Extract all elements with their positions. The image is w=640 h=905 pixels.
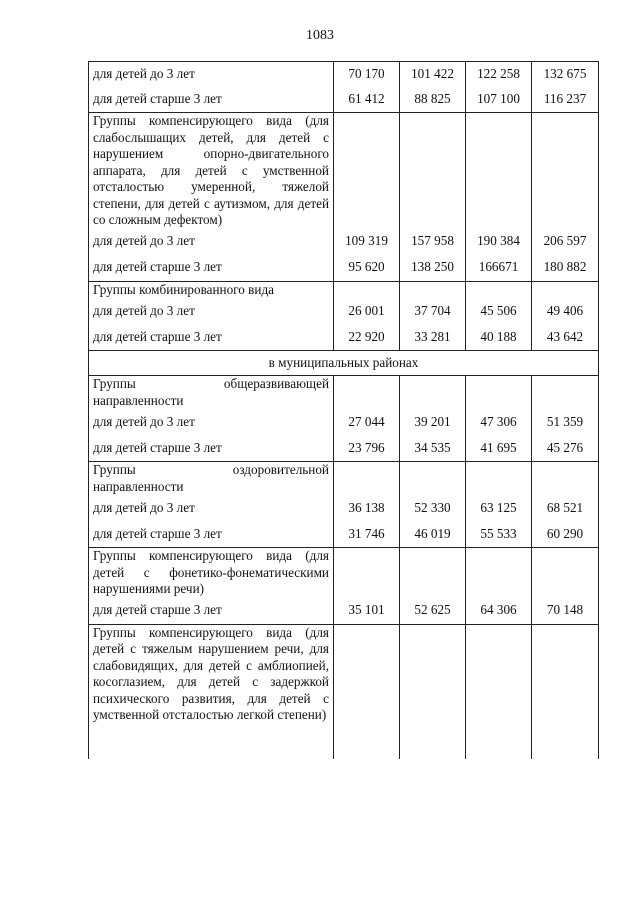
value-cell: [466, 548, 532, 598]
value-cell: 95 620: [334, 255, 400, 282]
value-cell: 27 044: [334, 409, 400, 435]
value-cell: [400, 548, 466, 598]
table-row: [89, 495, 599, 521]
row-label: для детей старше 3 лет: [89, 324, 334, 351]
table-row: [89, 521, 599, 548]
table-row: [89, 435, 599, 462]
value-cell: 70 170: [334, 62, 400, 87]
value-cell: 166671: [466, 255, 532, 282]
value-cell: [532, 281, 599, 298]
section-title: в муниципальных районах: [89, 351, 599, 376]
table-row: [89, 598, 599, 625]
group-heading-row: [89, 624, 599, 759]
group-heading: Группы компенсирующего вида (для детей с фонетико-фонематическими нарушениями речи): [89, 548, 334, 598]
group-heading: Группы оздоровительной направленности: [89, 462, 334, 496]
row-label: для детей до 3 лет: [89, 62, 334, 87]
value-cell: 45 276: [532, 435, 599, 462]
value-cell: 52 330: [400, 495, 466, 521]
value-cell: 70 148: [532, 598, 599, 625]
value-cell: [532, 624, 599, 759]
value-cell: 122 258: [466, 62, 532, 87]
value-cell: 109 319: [334, 229, 400, 255]
value-cell: 132 675: [532, 62, 599, 87]
value-cell: [334, 113, 400, 229]
value-cell: 40 188: [466, 324, 532, 351]
value-cell: 36 138: [334, 495, 400, 521]
value-cell: [334, 462, 400, 496]
group-heading: Группы компенсирующего вида (для детей с тяжелым нарушением речи, для слабовидящих, для детей с амблиопией, косоглазием, для детей с задержкой психического развития, для детей с умственной отсталостью легкой степени): [89, 624, 334, 759]
funding-table: [88, 61, 599, 759]
value-cell: [334, 281, 400, 298]
group-heading: Группы комбинированного вида: [89, 281, 334, 298]
value-cell: [400, 113, 466, 229]
value-cell: 34 535: [400, 435, 466, 462]
value-cell: 101 422: [400, 62, 466, 87]
table-row: [89, 86, 599, 113]
value-cell: [400, 624, 466, 759]
value-cell: [466, 376, 532, 410]
row-label: для детей до 3 лет: [89, 409, 334, 435]
value-cell: 63 125: [466, 495, 532, 521]
row-label: для детей до 3 лет: [89, 495, 334, 521]
value-cell: [532, 462, 599, 496]
table-row: [89, 298, 599, 324]
table-row: [89, 324, 599, 351]
value-cell: 190 384: [466, 229, 532, 255]
value-cell: 60 290: [532, 521, 599, 548]
value-cell: [466, 113, 532, 229]
section-row: [89, 351, 599, 376]
value-cell: [334, 624, 400, 759]
value-cell: 55 533: [466, 521, 532, 548]
row-label: для детей до 3 лет: [89, 229, 334, 255]
value-cell: [532, 548, 599, 598]
value-cell: 31 746: [334, 521, 400, 548]
value-cell: [400, 462, 466, 496]
value-cell: 138 250: [400, 255, 466, 282]
value-cell: [400, 376, 466, 410]
value-cell: 180 882: [532, 255, 599, 282]
group-heading-row: [89, 548, 599, 598]
value-cell: [466, 281, 532, 298]
value-cell: [466, 624, 532, 759]
value-cell: 35 101: [334, 598, 400, 625]
table-body: [89, 62, 599, 759]
row-label: для детей старше 3 лет: [89, 598, 334, 625]
value-cell: 61 412: [334, 86, 400, 113]
value-cell: [400, 281, 466, 298]
value-cell: [466, 462, 532, 496]
value-cell: 46 019: [400, 521, 466, 548]
value-cell: 43 642: [532, 324, 599, 351]
value-cell: 45 506: [466, 298, 532, 324]
value-cell: 68 521: [532, 495, 599, 521]
value-cell: 88 825: [400, 86, 466, 113]
value-cell: 33 281: [400, 324, 466, 351]
table-row: [89, 62, 599, 87]
value-cell: 107 100: [466, 86, 532, 113]
value-cell: 64 306: [466, 598, 532, 625]
page-number: 1083: [306, 28, 334, 43]
table-row: [89, 255, 599, 282]
group-heading-row: [89, 281, 599, 298]
value-cell: 116 237: [532, 86, 599, 113]
row-label: для детей старше 3 лет: [89, 86, 334, 113]
value-cell: [532, 376, 599, 410]
row-label: для детей до 3 лет: [89, 298, 334, 324]
value-cell: 206 597: [532, 229, 599, 255]
value-cell: 23 796: [334, 435, 400, 462]
value-cell: 49 406: [532, 298, 599, 324]
row-label: для детей старше 3 лет: [89, 435, 334, 462]
table-row: [89, 409, 599, 435]
row-label: для детей старше 3 лет: [89, 255, 334, 282]
value-cell: 22 920: [334, 324, 400, 351]
value-cell: 51 359: [532, 409, 599, 435]
value-cell: [334, 376, 400, 410]
value-cell: 26 001: [334, 298, 400, 324]
group-heading: Группы компенсирующего вида (для слабослышащих детей, для детей с нарушением опорно-двигательного аппарата, для детей с умственной отсталостью умеренной, тяжелой степени, для детей с аутизмом, для детей со сложным дефектом): [89, 113, 334, 229]
value-cell: 39 201: [400, 409, 466, 435]
value-cell: 52 625: [400, 598, 466, 625]
value-cell: 47 306: [466, 409, 532, 435]
value-cell: [334, 548, 400, 598]
row-label: для детей старше 3 лет: [89, 521, 334, 548]
value-cell: [532, 113, 599, 229]
table-row: [89, 229, 599, 255]
group-heading-row: [89, 376, 599, 410]
value-cell: 37 704: [400, 298, 466, 324]
group-heading: Группы общеразвивающей направленности: [89, 376, 334, 410]
group-heading-row: [89, 113, 599, 229]
value-cell: 157 958: [400, 229, 466, 255]
group-heading-row: [89, 462, 599, 496]
value-cell: 41 695: [466, 435, 532, 462]
